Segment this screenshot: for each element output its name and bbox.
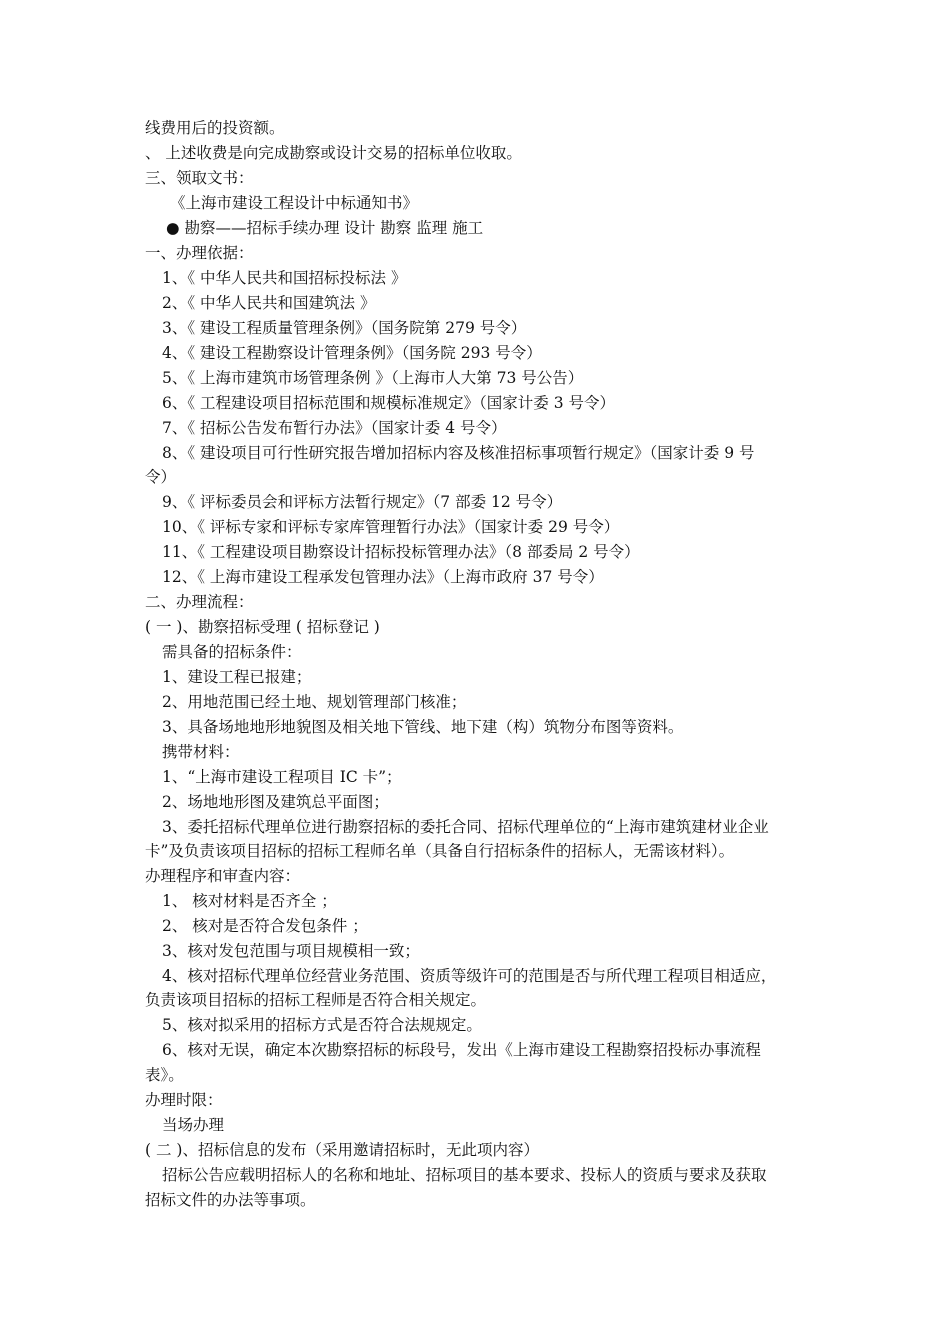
list-item: 6、《 工程建设项目招标范围和规模标准规定》（国家计委 3 号令） — [162, 394, 616, 412]
subsection-heading: ( 二 )、招标信息的发布（采用邀请招标时，无此项内容） — [145, 1141, 539, 1159]
text-line: 需具备的招标条件： — [162, 643, 302, 661]
list-item: 1、“上海市建设工程项目 IC 卡”； — [162, 768, 402, 786]
paragraph-line: 招标文件的办法等事项。 — [145, 1191, 316, 1209]
text-line: 、 上述收费是向完成勘察或设计交易的招标单位收取。 — [145, 144, 522, 162]
subsection-heading: ( 一 )、勘察招标受理 ( 招标登记 ) — [145, 618, 380, 636]
list-item-continuation: 负责该项目招标的招标工程师是否符合相关规定。 — [145, 991, 487, 1009]
list-item: 10、《 评标专家和评标专家库管理暂行办法》（国家计委 29 号令） — [162, 518, 620, 536]
list-item: 5、核对拟采用的招标方式是否符合法规规定。 — [162, 1016, 482, 1034]
list-item: 11、《 工程建设项目勘察设计招标投标管理办法》（8 部委局 2 号令） — [162, 543, 640, 561]
list-item: 9、《 评标委员会和评标方法暂行规定》（7 部委 12 号令） — [162, 493, 563, 511]
section-heading: 二、办理流程： — [145, 593, 254, 611]
list-item: 6、核对无误，确定本次勘察招标的标段号，发出《上海市建设工程勘察招投标办事流程 — [162, 1041, 761, 1059]
list-item: 1、《 中华人民共和国招标投标法 》 — [162, 269, 407, 287]
list-item: 8、《 建设项目可行性研究报告增加招标内容及核准招标事项暂行规定》（国家计委 9 号 — [162, 444, 755, 462]
text-line: 办理时限： — [145, 1091, 223, 1109]
list-item: 3、核对发包范围与项目规模相一致； — [162, 942, 420, 960]
paragraph-line: 招标公告应载明招标人的名称和地址、招标项目的基本要求、投标人的资质与要求及获取 — [162, 1166, 767, 1184]
list-item: 1、建设工程已报建； — [162, 668, 312, 686]
list-item: 5、《 上海市建筑市场管理条例 》（上海市人大第 73 号公告） — [162, 369, 584, 387]
list-item: 3、《 建设工程质量管理条例》（国务院第 279 号令） — [162, 319, 527, 337]
list-item: 12、《 上海市建设工程承发包管理办法》（上海市政府 37 号令） — [162, 568, 604, 586]
list-item: 1、 核对材料是否齐全 ； — [162, 892, 337, 910]
text-line: 办理程序和审查内容： — [145, 867, 301, 885]
text-line: 携带材料： — [162, 743, 240, 761]
list-item: 4、《 建设工程勘察设计管理条例》（国务院 293 号令） — [162, 344, 542, 362]
list-item: 7、《 招标公告发布暂行办法》（国家计委 4 号令） — [162, 419, 507, 437]
list-item: 2、用地范围已经土地、规划管理部门核准； — [162, 693, 467, 711]
text-line: 线费用后的投资额。 — [145, 119, 285, 137]
list-item: 2、 核对是否符合发包条件 ； — [162, 917, 368, 935]
list-item: 2、《 中华人民共和国建筑法 》 — [162, 294, 376, 312]
list-item: 2、场地地形图及建筑总平面图； — [162, 793, 389, 811]
list-item: 3、委托招标代理单位进行勘察招标的委托合同、招标代理单位的“上海市建筑建材业企业 — [162, 818, 769, 836]
section-heading: 一、办理依据： — [145, 244, 254, 262]
text-line: 《上海市建设工程设计中标通知书》 — [170, 194, 419, 212]
list-item-continuation: 令） — [145, 468, 177, 486]
bullet-line: ● 勘察——招标手续办理 设计 勘察 监理 施工 — [166, 219, 484, 237]
list-item-continuation: 表》。 — [145, 1066, 184, 1084]
section-heading: 三、领取文书： — [145, 169, 254, 187]
text-line: 当场办理 — [162, 1116, 225, 1134]
list-item: 3、具备场地地形地貌图及相关地下管线、地下建（构）筑物分布图等资料。 — [162, 718, 684, 736]
list-item: 4、核对招标代理单位经营业务范围、资质等级许可的范围是否与所代理工程项目相适应， — [162, 967, 777, 985]
list-item-continuation: 卡”及负责该项目招标的招标工程师名单（具备自行招标条件的招标人，无需该材料）。 — [145, 842, 735, 860]
